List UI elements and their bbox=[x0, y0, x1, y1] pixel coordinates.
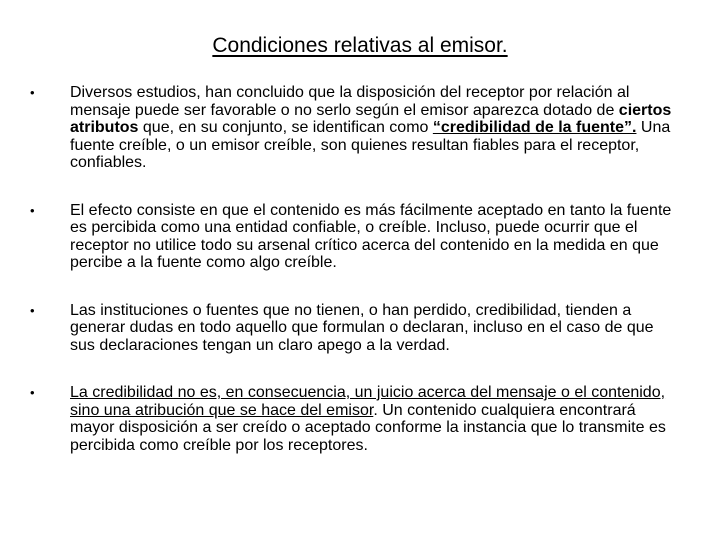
bullet-item bbox=[30, 84, 690, 172]
bullet-text bbox=[70, 384, 680, 454]
bullet-text-segment: Las instituciones o fuentes que no tienen, o han perdido, credibilidad, tienden a generar dudas en todo aquello que formulan o declaran, incluso en el caso de que sus declaraciones tengan un claro apego a la verdad. bbox=[70, 301, 654, 354]
bullet-text-bold-underlined: “credibilidad de la fuente”. bbox=[432, 119, 637, 136]
bullet-text-segment: . Un contenido cualquiera encontrará mayor disposición a ser creído o aceptado conforme la instancia que lo transmite es percibida como creíble por los receptores. bbox=[70, 401, 666, 454]
bullet-dot-icon: • bbox=[30, 302, 35, 318]
bullet-text-bold: ciertos atributos bbox=[70, 101, 672, 136]
bullet-text-segment: El efecto consiste en que el contenido es más fácilmente aceptado en tanto la fuente es percibida como una entidad confiable, o creíble. Incluso, puede ocurrir que el receptor no utilice todo su arsenal crítico acerca del contenido en la medida en que percibe a la fuente como algo creíble. bbox=[70, 201, 672, 271]
bullet-dot-icon: • bbox=[30, 202, 35, 218]
bullet-item bbox=[30, 384, 690, 454]
bullet-dot-icon: • bbox=[30, 85, 35, 100]
slide-title: Condiciones relativas al emisor. bbox=[212, 34, 508, 57]
bullet-item bbox=[30, 302, 690, 355]
bullet-text bbox=[70, 202, 680, 272]
bullet-dot-icon: • bbox=[30, 385, 35, 400]
bullet-item bbox=[30, 202, 690, 272]
bullet-text-segment: Una fuente creíble, o un emisor creíble, son quienes resultan fiables para el receptor, confiables. bbox=[70, 119, 671, 171]
bullet-text bbox=[70, 302, 680, 355]
bullet-text-underlined: La credibilidad no es, en consecuencia, un juicio acerca del mensaje o el contenido, sino una atribución que se hace del emisor bbox=[70, 384, 666, 419]
bullet-list bbox=[30, 84, 690, 484]
bullet-text-segment: Diversos estudios, han concluido que la disposición del receptor por relación al mensaje puede ser favorable o no serlo según el emisor aparezca dotado de bbox=[70, 84, 630, 119]
bullet-text bbox=[70, 84, 680, 172]
bullet-text-segment: que, en su conjunto, se identifican como bbox=[138, 119, 433, 136]
